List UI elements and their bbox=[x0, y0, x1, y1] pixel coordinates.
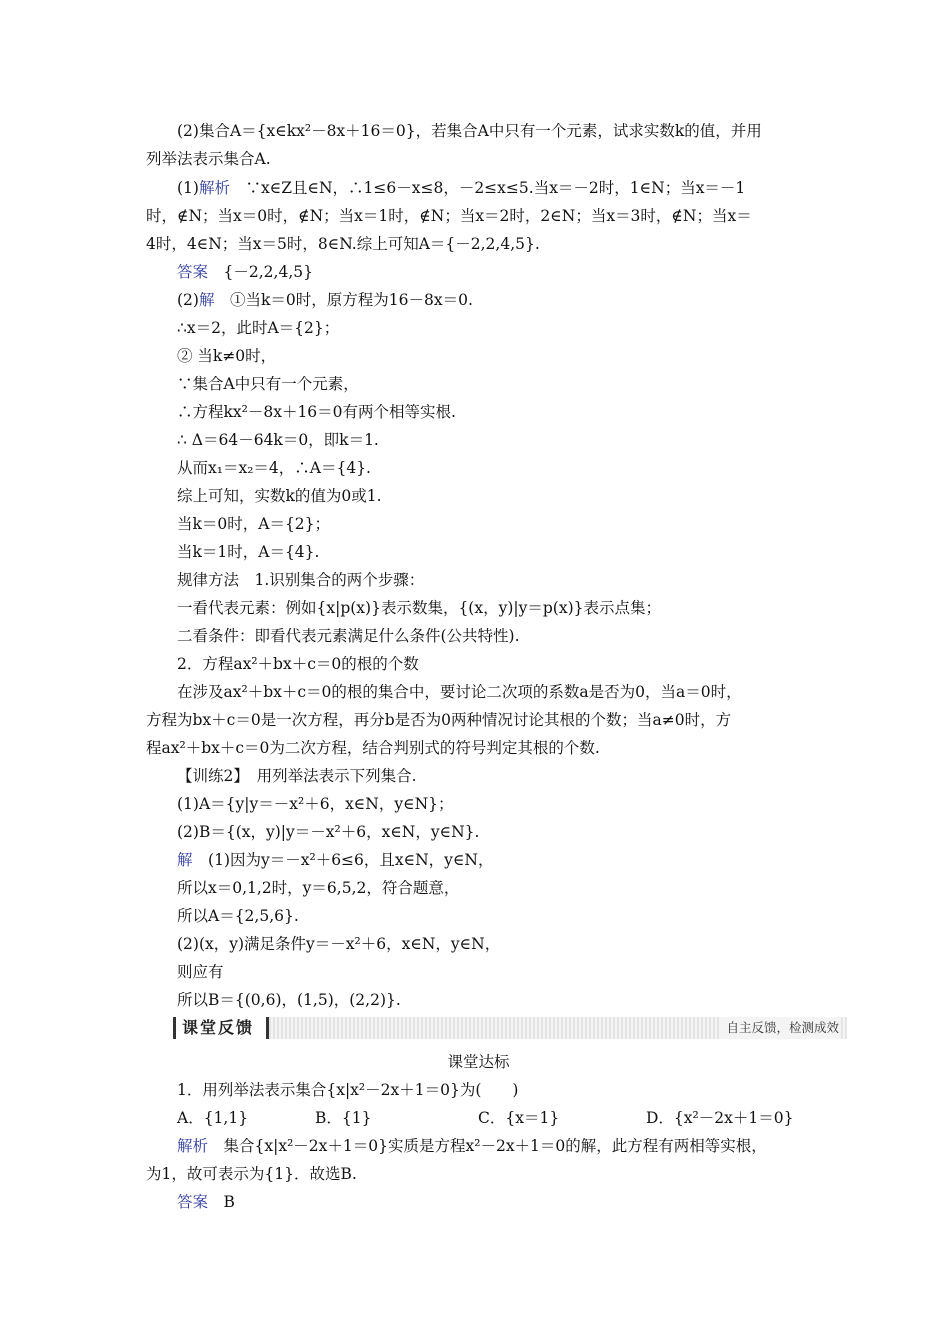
analysis-text: ∵x∈Z且∈N，∴1≤6－x≤8，－2≤x≤5.当x＝－2时，1∈N；当x＝－1 bbox=[245, 179, 746, 197]
text-line: 综上可知，实数k的值为0或1. bbox=[177, 487, 382, 505]
text-line: 当k＝1时，A＝{4}. bbox=[177, 543, 320, 561]
option-a: A．{1,1} bbox=[177, 1109, 249, 1127]
solution-1-cont: 时，∉N；当x＝0时，∉N；当x＝1时，∉N；当x＝2时，2∈N；当x＝3时，∉N；当x＝ bbox=[146, 207, 752, 225]
question-1-analysis bbox=[177, 1133, 811, 1159]
solution-label: 解 bbox=[177, 851, 193, 869]
text-line: (2)B＝{(x，y)|y＝－x²＋6，x∈N，y∈N}. bbox=[177, 823, 480, 841]
answer-1-line bbox=[177, 259, 811, 285]
answer-text: {－2,2,4,5} bbox=[223, 263, 313, 281]
solution-2-line bbox=[177, 287, 811, 313]
answer-label: 答案 bbox=[177, 1193, 209, 1211]
analysis-text: 集合{x|x²－2x＋1＝0}实质是方程x²－2x＋1＝0的解，此方程有两相等实根， bbox=[223, 1137, 767, 1155]
option-b: B．{1} bbox=[315, 1109, 372, 1127]
problem-2-statement: (2)集合A＝{x∈kx²－8x＋16＝0}，若集合A中只有一个元素，试求实数k的值，并用 bbox=[177, 122, 762, 140]
text-line: 二看条件：即看代表元素满足什么条件(公共特性). bbox=[177, 627, 520, 645]
question-1-answer bbox=[177, 1189, 811, 1215]
text-line: (2)(x，y)满足条件y＝－x²＋6，x∈N，y∈N， bbox=[177, 935, 501, 953]
analysis-label: 解析 bbox=[198, 179, 230, 197]
text-line: 所以x＝0,1,2时，y＝6,5,2，符合题意， bbox=[177, 879, 460, 897]
exercise-solution-line bbox=[177, 847, 811, 873]
text-line: 所以A＝{2,5,6}. bbox=[177, 907, 299, 925]
text-line: ∵集合A中只有一个元素， bbox=[177, 375, 359, 393]
text-line: 在涉及ax²＋bx＋c＝0的根的集合中，要讨论二次项的系数a是否为0，当a＝0时， bbox=[177, 683, 742, 701]
part-label: (1) bbox=[177, 179, 199, 197]
text-line: 程ax²＋bx＋c＝0为二次方程，结合判别式的符号判定其根的个数. bbox=[146, 739, 600, 757]
answer-label: 答案 bbox=[177, 263, 209, 281]
text-line: 从而x₁＝x₂＝4，∴A＝{4}. bbox=[177, 459, 371, 477]
exercise-heading: 【训练2】 用列举法表示下列集合. bbox=[177, 767, 417, 785]
subsection-title: 课堂达标 bbox=[447, 1053, 510, 1071]
text-line: 2．方程ax²＋bx＋c＝0的根的个数 bbox=[177, 655, 419, 673]
solution-text: (1)因为y＝－x²＋6≤6，且x∈N，y∈N， bbox=[208, 851, 494, 869]
part-label: (2) bbox=[177, 291, 199, 309]
question-1-analysis-cont: 为1，故可表示为{1}．故选B. bbox=[146, 1165, 357, 1183]
solution-label: 解 bbox=[198, 291, 215, 309]
text-line: 则应有 bbox=[177, 963, 224, 981]
option-c: C．{x＝1} bbox=[478, 1109, 560, 1127]
section-title: 课堂反馈 bbox=[173, 1017, 269, 1039]
text-line: 当k＝0时，A＝{2}； bbox=[177, 515, 331, 533]
text-line: ② 当k≠0时， bbox=[177, 347, 277, 365]
answer-text: B bbox=[223, 1193, 235, 1211]
section-banner bbox=[173, 1017, 847, 1039]
text-line: ∴x＝2，此时A＝{2}； bbox=[177, 319, 340, 337]
question-1-stem: 1．用列举法表示集合{x|x²－2x＋1＝0}为( ) bbox=[177, 1081, 519, 1099]
text-line: (1)A＝{y|y＝－x²＋6，x∈N，y∈N}； bbox=[177, 795, 454, 813]
solution-text: ①当k＝0时，原方程为16－8x＝0. bbox=[230, 291, 473, 309]
text-line: 所以B＝{(0,6)，(1,5)，(2,2)}. bbox=[177, 991, 401, 1009]
method-heading: 规律方法 1.识别集合的两个步骤： bbox=[177, 571, 425, 589]
text-line: 方程为bx＋c＝0是一次方程，再分b是否为0两种情况讨论其根的个数；当a≠0时，方 bbox=[146, 711, 732, 729]
problem-2-statement-cont: 列举法表示集合A. bbox=[146, 150, 271, 168]
option-d: D．{x²－2x＋1＝0} bbox=[646, 1109, 794, 1127]
text-line: ∴方程kx²－8x＋16＝0有两个相等实根. bbox=[177, 403, 456, 421]
analysis-label: 解析 bbox=[177, 1137, 209, 1155]
solution-1-line bbox=[177, 175, 811, 201]
solution-1-cont2: 4时，4∈N；当x＝5时，8∈N.综上可知A＝{－2,2,4,5}. bbox=[146, 235, 540, 253]
text-line: ∴ Δ＝64－64k＝0，即k＝1. bbox=[177, 431, 379, 449]
section-subtitle: 自主反馈，检测成效 bbox=[720, 1017, 839, 1039]
text-line: 一看代表元素：例如{x|p(x)}表示数集，{(x，y)|y＝p(x)}表示点集； bbox=[177, 599, 661, 617]
